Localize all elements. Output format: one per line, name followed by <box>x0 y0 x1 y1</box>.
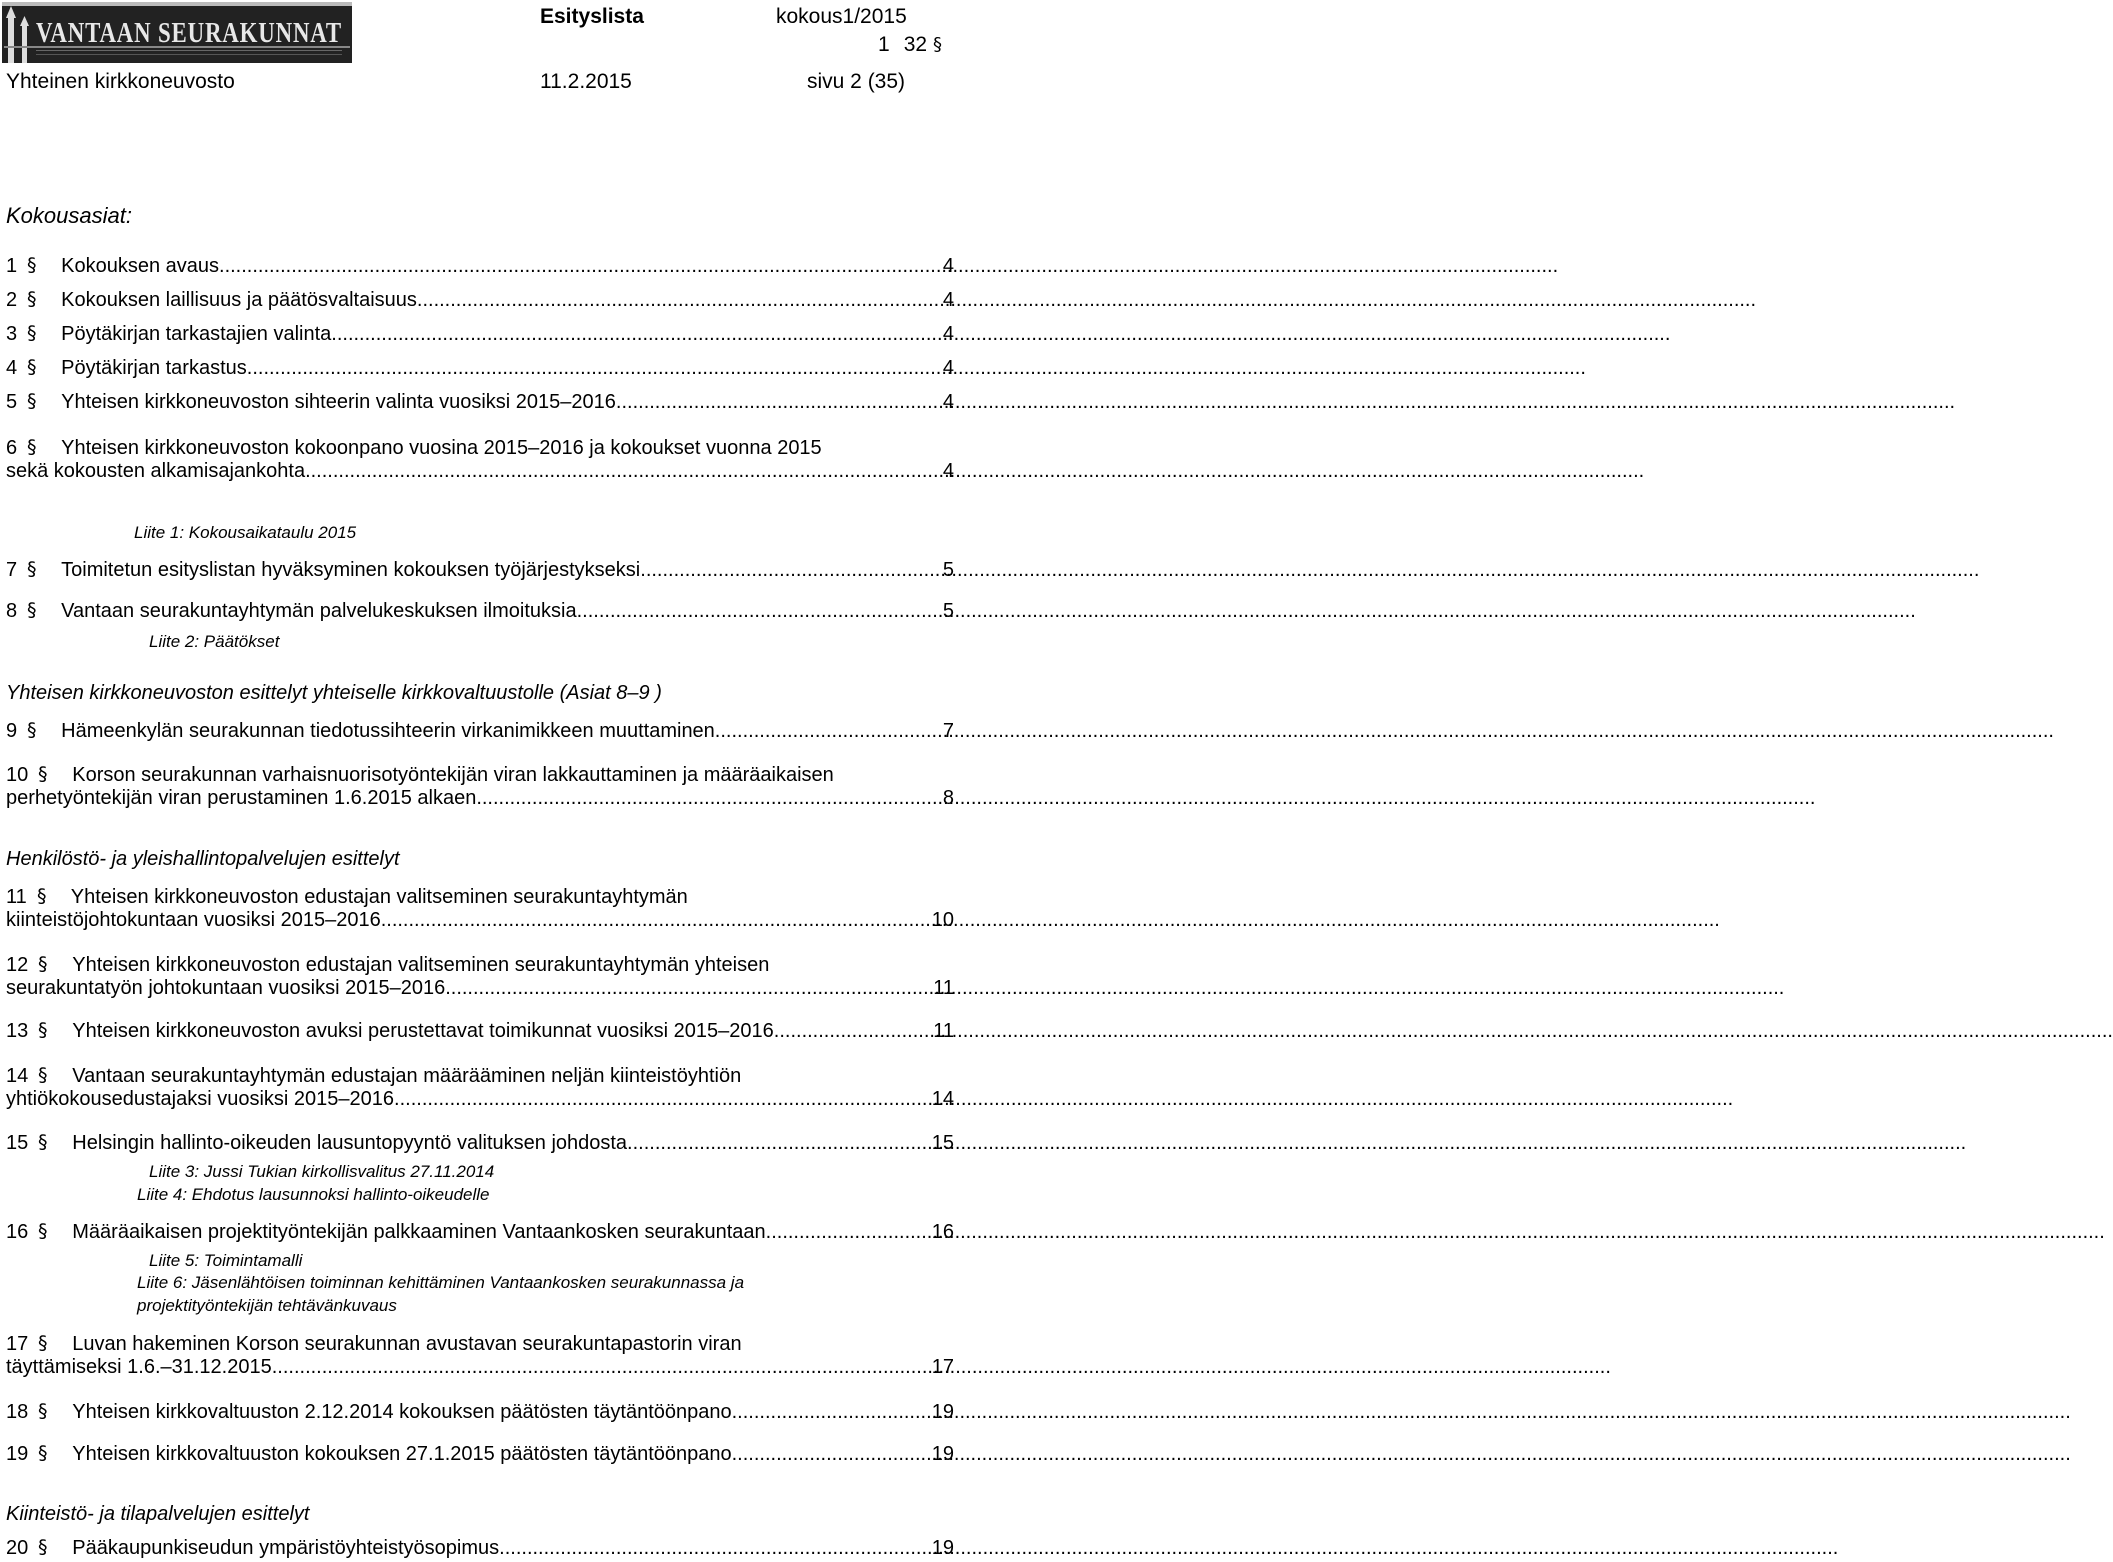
item-title: Yhteisen kirkkovaltuuston 2.12.2014 kokouksen päätösten täytäntöönpano. <box>72 1401 738 1423</box>
svg-text:§: § <box>38 1442 48 1464</box>
agenda-item-line <box>6 881 954 907</box>
svg-text:§: § <box>932 34 942 55</box>
section-heading-esittelyt-kv: Yhteisen kirkkoneuvoston esittelyt yhteiselle kirkkovaltuustolle (Asiat 8–9 ) <box>6 682 662 704</box>
item-number: 20 <box>6 1537 29 1559</box>
section-heading-henkilosto: Henkilöstö- ja yleishallintopalvelujen esittelyt <box>6 848 400 870</box>
agenda-item[interactable] <box>6 432 954 484</box>
item-title: Kokouksen laillisuus ja päätösvaltaisuus. <box>61 289 423 311</box>
section-heading-kokousasiat: Kokousasiat: <box>6 203 132 228</box>
item-title: Pöytäkirjan tarkastajien valinta. <box>61 323 337 345</box>
section-sign-icon <box>38 949 60 978</box>
page-number: 14 <box>931 1088 954 1110</box>
agenda-item-line <box>6 1127 954 1153</box>
page-number: 19 <box>931 1537 954 1559</box>
item-number: 14 <box>6 1065 29 1087</box>
item-title: Yhteisen kirkkoneuvoston sihteerin valinta vuosiksi 2015–2016. <box>61 391 622 413</box>
page-number: 11 <box>933 977 954 999</box>
page-number: 5 <box>942 559 954 581</box>
agenda-item[interactable] <box>6 1015 954 1041</box>
section-range <box>878 31 947 57</box>
agenda-item-line <box>6 318 954 344</box>
agenda-item[interactable] <box>6 554 954 580</box>
svg-text:§: § <box>27 254 37 276</box>
item-title: Pääkaupunkiseudun ympäristöyhteistyösopimus. <box>72 1537 505 1559</box>
page-number: 10 <box>931 909 954 931</box>
section-sign-icon <box>27 432 49 461</box>
logo-wordmark: VANTAAN SEURAKUNNAT <box>36 18 342 49</box>
item-number: 12 <box>6 954 29 976</box>
dot-leader <box>720 718 941 744</box>
agenda-item[interactable] <box>6 352 954 378</box>
range-start: 1 <box>878 33 890 56</box>
item-title: perhetyöntekijän viran perustaminen 1.6.2015 alkaen. <box>6 787 482 809</box>
agenda-item-line <box>6 1060 954 1086</box>
item-number: 19 <box>6 1443 29 1465</box>
agenda-item-line <box>6 715 954 741</box>
item-number: 8 <box>6 600 18 622</box>
agenda-item-line <box>6 1216 954 1242</box>
section-sign-icon <box>27 595 49 624</box>
item-number: 1 <box>6 255 18 277</box>
item-number: 7 <box>6 559 18 581</box>
item-title: Yhteisen kirkkoneuvoston avuksi perustettavat toimikunnat vuosiksi 2015–2016. <box>72 1020 780 1042</box>
svg-text:§: § <box>38 1019 48 1041</box>
attachment-note[interactable]: Liite 5: Toimintamalli <box>149 1251 303 1270</box>
page-number: 15 <box>931 1132 954 1154</box>
agenda-item-line <box>6 250 954 276</box>
document-title: Esityslista <box>540 5 644 28</box>
section-sign-icon <box>38 1396 60 1425</box>
item-title: Luvan hakeminen Korson seurakunnan avustavan seurakuntapastorin viran <box>72 1333 742 1355</box>
page-number: 4 <box>942 460 954 482</box>
svg-text:§: § <box>38 953 48 975</box>
dot-leader <box>646 557 941 583</box>
section-sign-icon <box>27 554 49 583</box>
page-number: 5 <box>942 600 954 622</box>
svg-text:§: § <box>38 1220 48 1242</box>
agenda-item-line <box>6 907 954 933</box>
agenda-item-line <box>6 975 954 1001</box>
section-heading-kiinteisto: Kiinteistö- ja tilapalvelujen esittelyt <box>6 1503 310 1525</box>
item-title: Yhteisen kirkkovaltuuston kokouksen 27.1.2015 päätösten täytäntöönpano. <box>72 1443 738 1465</box>
item-title: Kokouksen avaus. <box>61 255 225 277</box>
section-sign-icon <box>27 352 49 381</box>
svg-text:§: § <box>27 719 37 741</box>
item-number: 13 <box>6 1020 29 1042</box>
agenda-item[interactable] <box>6 250 954 276</box>
agenda-item-line <box>6 352 954 378</box>
agenda-item[interactable] <box>6 881 954 933</box>
page-number: 4 <box>942 289 954 311</box>
section-sign-icon <box>38 759 60 788</box>
agenda-item-line <box>6 432 954 458</box>
section-sign-icon <box>38 1127 60 1156</box>
attachment-note[interactable]: Liite 3: Jussi Tukian kirkollisvalitus 27.11.2014 <box>149 1162 495 1181</box>
agenda-item[interactable] <box>6 1216 954 1242</box>
section-sign-icon <box>38 1060 60 1089</box>
item-title: seurakuntatyön johtokuntaan vuosiksi 2015–2016. <box>6 977 451 999</box>
dot-leader <box>779 1018 931 1044</box>
section-sign-icon <box>37 881 59 910</box>
svg-text:§: § <box>27 390 37 412</box>
dot-leader <box>400 1086 930 1112</box>
agenda-item-line <box>6 1015 954 1041</box>
page-number: 17 <box>931 1356 954 1378</box>
section-sign-icon <box>27 318 49 347</box>
section-sign-icon <box>38 1216 60 1245</box>
dot-leader <box>737 1441 930 1467</box>
agenda-item[interactable] <box>6 715 954 741</box>
item-title: yhtiökokousedustajaksi vuosiksi 2015–2016. <box>6 1088 400 1110</box>
section-sign-icon <box>27 250 49 279</box>
section-sign-icon <box>27 284 49 313</box>
item-number: 4 <box>6 357 18 379</box>
agenda-item[interactable] <box>6 1060 954 1112</box>
agenda-item[interactable] <box>6 595 954 621</box>
section-sign-icon <box>38 1532 60 1561</box>
dot-leader <box>771 1219 930 1245</box>
dot-leader <box>311 458 941 484</box>
vantaan-seurakunnat-logo <box>2 2 352 63</box>
dot-leader <box>277 1354 929 1380</box>
agenda-item[interactable] <box>6 1127 954 1153</box>
dot-leader <box>482 785 941 811</box>
dot-leader <box>621 389 940 415</box>
svg-text:§: § <box>27 599 37 621</box>
agenda-item[interactable] <box>6 284 954 310</box>
page-number: 4 <box>942 357 954 379</box>
attachment-note[interactable]: Liite 1: Kokousaikataulu 2015 <box>134 523 357 542</box>
dot-leader <box>633 1130 930 1156</box>
item-title: Vantaan seurakuntayhtymän edustajan määrääminen neljän kiinteistöyhtiön <box>72 1065 742 1087</box>
page-number: 4 <box>942 255 954 277</box>
item-number: 6 <box>6 437 18 459</box>
item-title: Helsingin hallinto-oikeuden lausuntopyyntö valituksen johdosta. <box>72 1132 633 1154</box>
page-number: 8 <box>942 787 954 809</box>
agenda-item[interactable] <box>6 759 954 811</box>
item-number: 2 <box>6 289 18 311</box>
item-number: 15 <box>6 1132 29 1154</box>
dot-leader <box>582 598 941 624</box>
item-number: 5 <box>6 391 18 413</box>
agenda-item-line <box>6 595 954 621</box>
item-number: 3 <box>6 323 18 345</box>
section-sign-icon <box>38 1438 60 1467</box>
svg-text:§: § <box>27 288 37 310</box>
section-sign-icon <box>27 386 49 415</box>
agenda-item-line <box>6 554 954 580</box>
agenda-item[interactable] <box>6 318 954 344</box>
agenda-item-line <box>6 1354 954 1380</box>
svg-text:§: § <box>38 763 48 785</box>
agenda-item-line <box>6 785 954 811</box>
item-title: Määräaikaisen projektityöntekijän palkkaaminen Vantaankosken seurakuntaan. <box>72 1221 772 1243</box>
page-number: 4 <box>942 391 954 413</box>
agenda-item[interactable] <box>6 1438 954 1464</box>
attachment-note[interactable]: Liite 6: Jäsenlähtöisen toiminnan kehittäminen Vantaankosken seurakunnassa ja <box>137 1273 745 1292</box>
svg-text:§: § <box>38 1131 48 1153</box>
organization-name: Yhteinen kirkkoneuvosto <box>6 70 235 93</box>
page-number: 11 <box>933 1020 954 1042</box>
section-sign-icon <box>27 715 49 744</box>
agenda-item-line <box>6 1396 954 1422</box>
svg-text:§: § <box>27 436 37 458</box>
agenda-item[interactable] <box>6 386 954 412</box>
svg-text:§: § <box>38 1332 48 1354</box>
dot-leader <box>422 287 940 313</box>
dot-leader <box>252 355 941 381</box>
dot-leader <box>451 975 931 1001</box>
agenda-item-line <box>6 1532 954 1558</box>
agenda-item-line <box>6 458 954 484</box>
item-number: 11 <box>6 886 27 908</box>
item-number: 16 <box>6 1221 29 1243</box>
agenda-item-line <box>6 386 954 412</box>
agenda-item[interactable] <box>6 1396 954 1422</box>
item-title: täyttämiseksi 1.6.–31.12.2015. <box>6 1356 278 1378</box>
dot-leader <box>737 1399 930 1425</box>
item-title: Yhteisen kirkkoneuvoston edustajan valitseminen seurakuntayhtymän yhteisen <box>72 954 770 976</box>
item-number: 17 <box>6 1333 29 1355</box>
svg-text:§: § <box>27 558 37 580</box>
page-header <box>0 0 960 100</box>
dot-leader <box>505 1535 930 1561</box>
svg-text:§: § <box>36 885 47 907</box>
section-sign-icon <box>933 34 947 54</box>
meeting-date: 11.2.2015 <box>540 70 632 93</box>
section-sign-icon <box>38 1328 60 1357</box>
svg-text:§: § <box>38 1400 48 1422</box>
section-sign-icon <box>38 1015 60 1044</box>
agenda-item-line <box>6 1438 954 1464</box>
agenda-item[interactable] <box>6 1532 954 1558</box>
item-title: Yhteisen kirkkoneuvoston kokoonpano vuosina 2015–2016 ja kokoukset vuonna 2015 <box>61 437 822 459</box>
svg-text:§: § <box>27 356 37 378</box>
dot-leader <box>337 321 941 347</box>
agenda-item-line <box>6 1086 954 1112</box>
agenda-item-line <box>6 1328 954 1354</box>
agenda-item-line <box>6 949 954 975</box>
item-number: 18 <box>6 1401 29 1423</box>
item-title: kiinteistöjohtokuntaan vuosiksi 2015–2016. <box>6 909 387 931</box>
svg-text:§: § <box>38 1064 48 1086</box>
dot-leader <box>386 907 929 933</box>
item-title: Korson seurakunnan varhaisnuorisotyöntekijän viran lakkauttaminen ja määräaikaisen <box>72 764 834 786</box>
item-title: Yhteisen kirkkoneuvoston edustajan valitseminen seurakuntayhtymän <box>70 886 688 908</box>
item-number: 9 <box>6 720 18 742</box>
page-info: sivu 2 (35) <box>807 70 906 93</box>
dot-leader <box>225 253 941 279</box>
item-title: Pöytäkirjan tarkastus. <box>61 357 253 379</box>
item-title: Toimitetun esityslistan hyväksyminen kokouksen työjärjestykseksi. <box>61 559 646 581</box>
item-title: Hämeenkylän seurakunnan tiedotussihteerin virkanimikkeen muuttaminen. <box>61 720 721 742</box>
attachment-note[interactable]: Liite 2: Päätökset <box>149 632 280 651</box>
page-number: 7 <box>942 720 954 742</box>
item-number: 10 <box>6 764 29 786</box>
meeting-number: kokous1/2015 <box>776 5 907 28</box>
attachment-note[interactable]: Liite 4: Ehdotus lausunnoksi hallinto-oikeudelle <box>137 1185 490 1204</box>
svg-text:§: § <box>27 322 37 344</box>
svg-text:§: § <box>38 1536 48 1558</box>
agenda-item[interactable] <box>6 1328 954 1380</box>
agenda-item[interactable] <box>6 949 954 1001</box>
agenda-item-line <box>6 284 954 310</box>
page-number: 19 <box>931 1443 954 1465</box>
page-number: 16 <box>931 1221 954 1243</box>
page-number: 19 <box>931 1401 954 1423</box>
range-end: 32 <box>903 33 928 56</box>
agenda-item-line <box>6 759 954 785</box>
page-number: 4 <box>942 323 954 345</box>
item-title: sekä kokousten alkamisajankohta. <box>6 460 311 482</box>
item-title: Vantaan seurakuntayhtymän palvelukeskuksen ilmoituksia. <box>61 600 583 622</box>
attachment-note[interactable]: projektityöntekijän tehtävänkuvaus <box>137 1296 397 1315</box>
